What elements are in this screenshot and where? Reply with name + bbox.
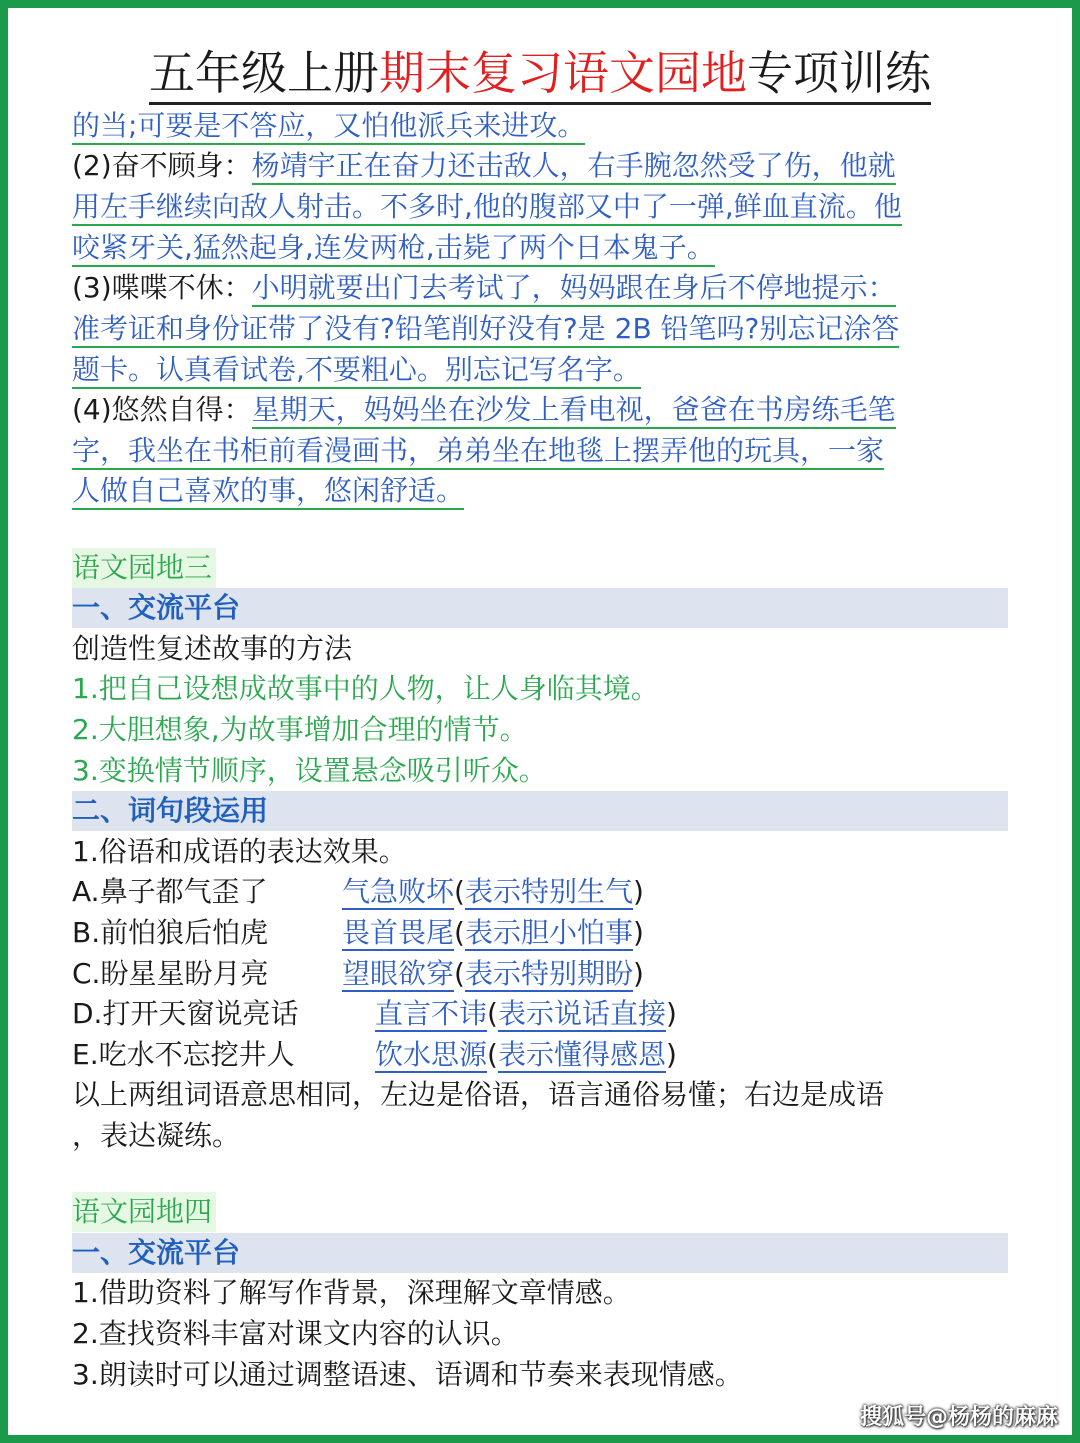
idiom-pair: 饮水思源(表示懂得感恩) [375,1038,677,1071]
example-line: 题卡。认真看试卷,不要粗心。别忘记写名字。 [72,350,641,390]
example-line: 咬紧牙关,猛然起身,连发两枪,击毙了两个日本鬼子。 [72,228,715,268]
tip-item: 3.朗读时可以通过调整语速、语调和节奏来表现情感。 [72,1358,743,1391]
example-line: 字，我坐在书柜前看漫画书，弟弟坐在地毯上摆弄他的玩具，一家 [72,431,884,471]
idiom-pair: 望眼欲穿(表示特别期盼) [342,957,644,990]
example-line: 人做自己喜欢的事，悠闲舒适。 [72,471,464,511]
tip-item: 1.借助资料了解写作背景，深理解文章情感。 [72,1276,631,1309]
method-item: 2.大胆想象,为故事增加合理的情节。 [72,713,528,746]
proverb-left: C.盼星星盼月亮 [72,957,269,990]
proverb-left: A.鼻子都气歪了 [72,875,268,908]
example-line: 的当;可要是不答应，又怕他派兵来进攻。 [72,106,585,146]
summary-text: 以上两组词语意思相同，左边是俗语，语言通俗易懂；右边是成语 [72,1078,885,1111]
watermark: 搜狐号@杨杨的麻麻 [859,1405,1058,1430]
title-part1: 五年级上册 [149,46,379,100]
example-line: 准考证和身份证带了没有?铅笔削好没有?是 2B 铅笔吗?别忘记涂答 [72,309,899,349]
garden3-section1-title: 一、交流平台 [72,588,1008,628]
garden4-heading: 语文园地四 [72,1192,216,1232]
proverb-left: D.打开天窗说亮话 [72,997,299,1030]
example-line: (2)奋不顾身：杨靖宇正在奋力还击敌人，右手腕忽然受了伤，他就 [72,146,896,186]
example-line: 用左手继续向敌人射击。不多时,他的腹部又中了一弹,鲜血直流。他 [72,187,902,227]
summary-text: ，表达凝练。 [72,1119,241,1152]
proverb-left: B.前怕狼后怕虎 [72,916,269,949]
garden4-section1-title: 一、交流平台 [72,1233,1008,1273]
garden3-heading: 语文园地三 [72,548,216,588]
idiom-pair: 气急败坏(表示特别生气) [342,875,644,908]
idiom-pair: 直言不讳(表示说话直接) [375,997,677,1030]
idiom-pair: 畏首畏尾(表示胆小怕事) [342,916,644,949]
title-part2: 期末复习语文园地 [379,46,747,100]
title-part3: 专项训练 [747,46,931,100]
page-title [0,40,1080,106]
proverb-left: E.吃水不忘挖井人 [72,1038,295,1071]
method-item: 1.把自己设想成故事中的人物，让人身临其境。 [72,672,659,705]
example-line: (3)喋喋不休：小明就要出门去考试了，妈妈跟在身后不停地提示： [72,268,896,308]
garden3-section2-title: 二、词句段运用 [72,791,1008,831]
garden3-lead: 1.俗语和成语的表达效果。 [72,835,407,868]
garden3-subtitle: 创造性复述故事的方法 [72,632,353,665]
example-line: (4)悠然自得：星期天，妈妈坐在沙发上看电视，爸爸在书房练毛笔 [72,390,896,430]
tip-item: 2.查找资料丰富对课文内容的认识。 [72,1317,519,1350]
method-item: 3.变换情节顺序，设置悬念吸引听众。 [72,754,547,787]
